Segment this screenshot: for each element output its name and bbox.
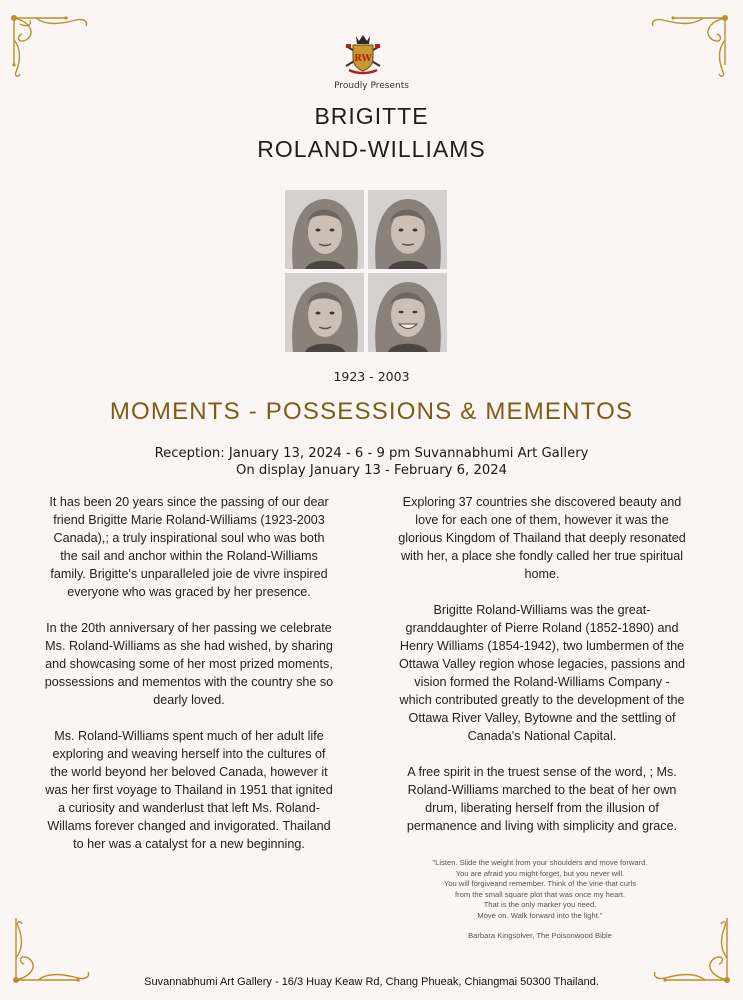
- right-column: [397, 493, 687, 853]
- proudly-presents-label: Proudly Presents: [334, 81, 409, 91]
- quote-line: "Listen. Slide the weight from your shoulders and move forward.: [432, 858, 648, 867]
- portrait-photo: [285, 273, 364, 352]
- portrait-photo: [368, 273, 447, 352]
- paragraph: Ms. Roland-Williams spent much of her adult life exploring and weaving herself into the cultures of the world beyond her beloved Canada, however it was her first voyage to Thailand in 1951 that ignited a curiosity and wanderlust that left Ms. Roland-Willams forever changed and invigorated. Thailand to her was a catalyst for a new beginning.: [45, 729, 333, 851]
- quote-attribution: Barbara Kingsolver, The Poisonwood Bible: [468, 930, 612, 940]
- exhibition-title: MOMENTS - POSSESSIONS & MEMENTOS: [109, 398, 634, 425]
- crest-icon: [343, 32, 383, 76]
- quote-line: You are afraid you might forget, but you never will.: [455, 868, 625, 878]
- paragraph: It has been 20 years since the passing of our dear friend Brigitte Marie Roland-Williams (1923-2003 Canada),; a truly inspirational soul who was both the sail and anchor within the Roland-Williams family. Brigitte's unparalleled joie de vivre inspired everyone who was graced by her presence.: [49, 495, 329, 599]
- photo-strip: [285, 190, 447, 352]
- reception-info: [0, 445, 743, 479]
- paragraph: Exploring 37 countries she discovered beauty and love for each one of them, however it was the glorious Kingdom of Thailand that deeply resonated with her, a place she fondly called her true spiritual home.: [398, 495, 686, 581]
- life-years: 1923 - 2003: [333, 369, 410, 384]
- honoree-last-name: ROLAND-WILLIAMS: [257, 136, 486, 162]
- reception-line: Reception: January 13, 2024 - 6 - 9 pm Suvannabhumi Art Gallery: [154, 446, 589, 461]
- left-column: [44, 493, 334, 871]
- honoree-first-name: BRIGITTE: [314, 103, 429, 129]
- gallery-address: Suvannabhumi Art Gallery - 16/3 Huay Keaw Rd, Chang Phueak, Chiangmai 50300 Thailand.: [144, 976, 599, 988]
- ornament-top-right-icon: [643, 10, 733, 80]
- svg-text:RW: RW: [354, 54, 372, 64]
- quote-line: Move on. Walk forward into the light.": [477, 910, 603, 920]
- paragraph: In the 20th anniversary of her passing we celebrate Ms. Roland-Williams as she had wished, by sharing and showcasing some of her most prized moments, possessions and mementos with the country she so dearly loved.: [44, 621, 334, 707]
- portrait-photo: [368, 190, 447, 269]
- ornament-top-left-icon: [6, 10, 96, 80]
- paragraph: Brigitte Roland-Williams was the great-granddaughter of Pierre Roland (1852-1890) and Henry Williams (1854-1942), two lumbermen of the Ottawa Valley region whose legacies, passions and vision formed the Roland-Williams Company - which contributed greatly to the development of the Ottawa River Valley, Bytowne and the settling of Canada's National Capital.: [398, 603, 686, 743]
- portrait-photo: [285, 190, 364, 269]
- quote-block: [395, 858, 685, 941]
- quote-line: You will forgiveand remember. Think of the vine that curls: [443, 879, 637, 889]
- quote-line: from the small square plot that was once my heart.: [454, 889, 626, 899]
- display-dates-line: On display January 13 - February 6, 2024: [235, 463, 508, 478]
- paragraph: A free spirit in the truest sense of the word, ; Ms. Roland-Williams marched to the beat of her own drum, liberating herself from the illusion of permanence and living with simplicity and grace.: [406, 765, 678, 833]
- quote-line: That is the only marker you need.: [483, 900, 597, 910]
